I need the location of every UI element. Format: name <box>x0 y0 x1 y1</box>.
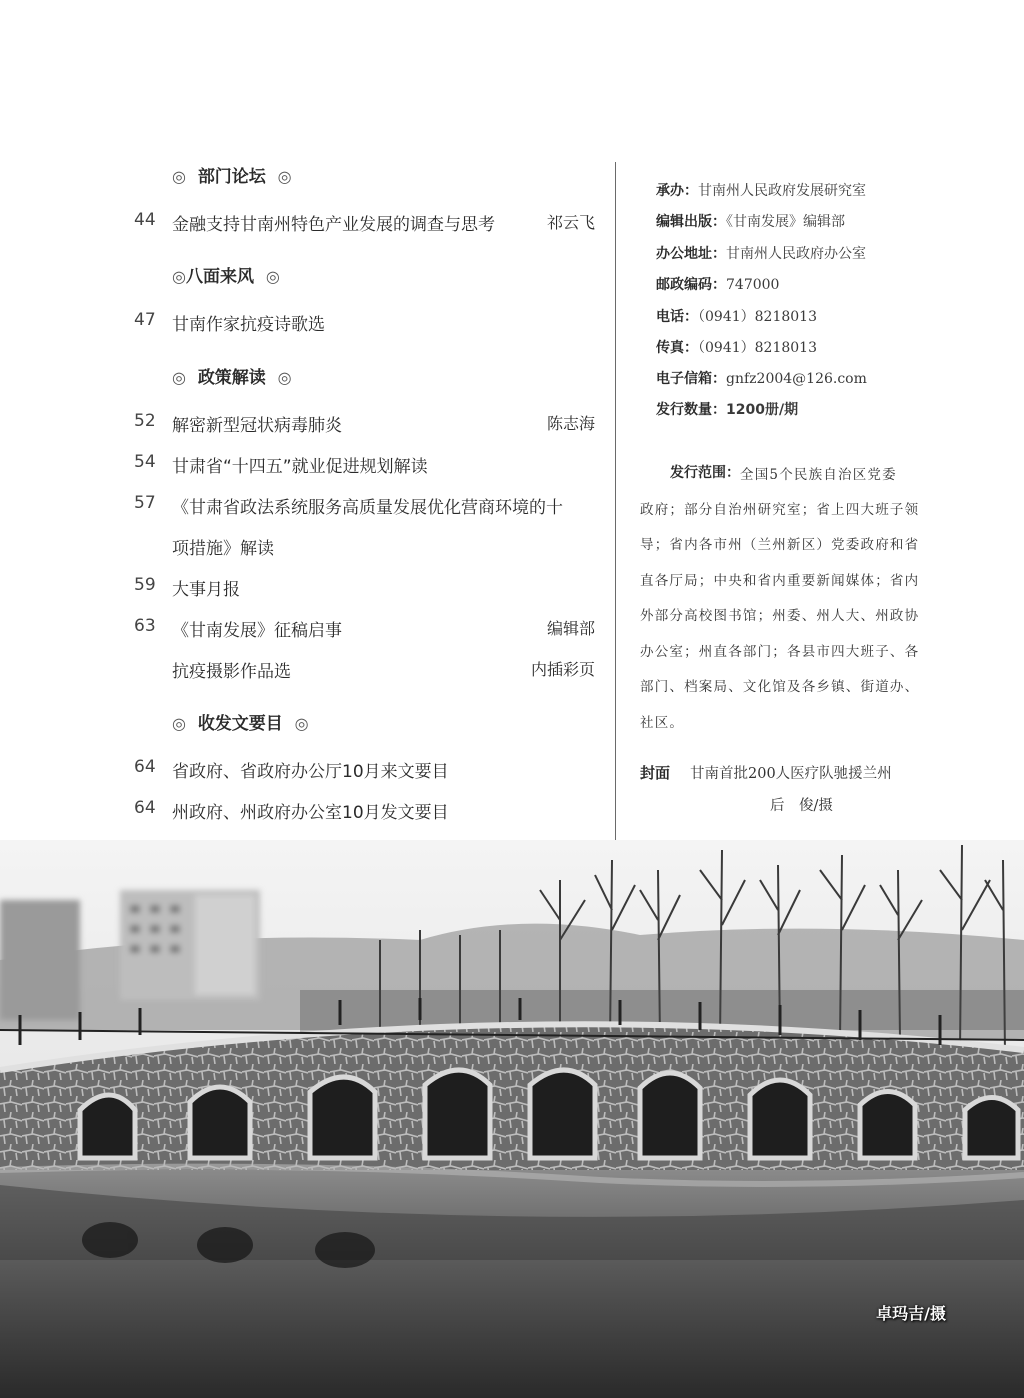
masthead-item <box>656 243 866 263</box>
toc-title: 金融支持甘南州特色产业发展的调查与思考 <box>172 215 495 235</box>
cover-caption: 甘南首批200人医疗队驰援兰州 <box>690 766 892 782</box>
toc-entry[interactable] <box>0 757 600 781</box>
toc-entry[interactable] <box>0 575 600 599</box>
section-header <box>172 262 280 287</box>
toc-entry[interactable] <box>0 616 600 640</box>
masthead <box>620 0 1024 840</box>
section-marker: ◎ <box>265 267 280 286</box>
toc-entry-continuation[interactable] <box>0 534 600 558</box>
section-title: 部门论坛 <box>197 167 266 187</box>
masthead-value: 甘南州人民政府发展研究室 <box>698 183 866 199</box>
toc-page-number: 59 <box>134 575 156 595</box>
toc-title: 大事月报 <box>172 580 240 600</box>
toc-title: 甘肃省“十四五”就业促进规划解读 <box>172 457 428 477</box>
masthead-label: 电话： <box>656 309 698 325</box>
toc-entry[interactable] <box>0 210 600 234</box>
toc-title: 抗疫摄影作品选 <box>172 662 291 682</box>
toc-page-number: 63 <box>134 616 156 636</box>
toc-page-number: 64 <box>134 757 156 777</box>
toc-entry[interactable] <box>0 452 600 476</box>
masthead-item <box>656 368 867 388</box>
section-marker: ◎ <box>172 267 186 286</box>
masthead-label: 编辑出版： <box>656 214 726 230</box>
column-divider <box>615 162 616 840</box>
masthead-label: 邮政编码： <box>656 277 726 293</box>
bridge-photo-image <box>0 840 1024 1398</box>
section-marker: ◎ <box>294 714 309 733</box>
masthead-value: 《甘南发展》编辑部 <box>726 214 845 230</box>
masthead-item <box>656 274 779 294</box>
masthead-item <box>656 211 845 231</box>
masthead-item <box>656 306 817 326</box>
section-title: 政策解读 <box>197 368 266 388</box>
masthead-value: （0941）8218013 <box>698 340 817 356</box>
section-title: 收发文要目 <box>197 714 283 734</box>
toc-entry[interactable] <box>0 798 600 822</box>
section-marker: ◎ <box>172 368 186 387</box>
toc-page-number: 57 <box>134 493 156 513</box>
section-header <box>172 162 292 187</box>
section-marker: ◎ <box>277 368 292 387</box>
masthead-value: 747000 <box>726 277 780 293</box>
masthead-value: 1200册/期 <box>726 402 799 418</box>
cover-label: 封面 <box>640 764 671 782</box>
toc-author: 内插彩页 <box>530 660 595 679</box>
circulation-label: 发行范围： <box>670 465 740 481</box>
circulation-line: 部门、档案局、文化馆及各乡镇、街道办、 <box>640 679 920 695</box>
toc-title: 《甘南发展》征稿启事 <box>172 621 342 641</box>
section-marker: ◎ <box>172 714 186 733</box>
masthead-label: 承办： <box>656 183 698 199</box>
circulation-line: 政府；部分自治州研究室；省上四大班子领 <box>640 502 920 518</box>
toc-title: 省政府、省政府办公厅10月来文要目 <box>172 762 449 782</box>
masthead-value: （0941）8218013 <box>698 309 817 325</box>
section-title: 八面来风 <box>185 267 254 287</box>
toc-author: 编辑部 <box>546 619 595 638</box>
masthead-item <box>656 337 817 357</box>
section-marker: ◎ <box>172 167 186 186</box>
toc-author: 祁云飞 <box>546 213 595 232</box>
table-of-contents <box>0 0 610 840</box>
toc-entry[interactable] <box>0 411 600 435</box>
masthead-label: 传真： <box>656 340 698 356</box>
photo-credit: 卓玛吉/摄 <box>876 1304 946 1323</box>
toc-entry[interactable] <box>0 657 600 681</box>
toc-title: 州政府、州政府办公室10月发文要目 <box>172 803 449 823</box>
circulation-line: 导；省内各市州（兰州新区）党委政府和省 <box>640 537 920 553</box>
toc-page-number: 54 <box>134 452 156 472</box>
toc-page-number: 44 <box>134 210 156 230</box>
masthead-value: 甘南州人民政府办公室 <box>726 246 866 262</box>
masthead-label: 办公地址： <box>656 246 726 262</box>
bridge-photo <box>0 840 1024 1398</box>
masthead-item <box>656 399 798 419</box>
masthead-label: 发行数量： <box>656 402 726 418</box>
cover-credit: 后 俊/摄 <box>770 798 833 814</box>
toc-author: 陈志海 <box>546 414 595 433</box>
toc-title-continuation: 项措施》解读 <box>172 539 274 559</box>
masthead-label: 电子信箱： <box>656 371 726 387</box>
toc-entry[interactable] <box>0 493 600 517</box>
toc-page-number: 52 <box>134 411 156 431</box>
toc-title: 甘南作家抗疫诗歌选 <box>172 315 325 335</box>
toc-page-number: 64 <box>134 798 156 818</box>
toc-title: 《甘肃省政法系统服务高质量发展优化营商环境的十 <box>172 498 563 518</box>
circulation-line: 办公室；州直各部门；各县市四大班子、各 <box>640 644 920 660</box>
masthead-item <box>656 180 866 200</box>
circulation-line: 全国5个民族自治区党委 <box>740 467 897 483</box>
toc-title: 解密新型冠状病毒肺炎 <box>172 416 342 436</box>
section-header <box>172 709 309 734</box>
circulation-line: 社区。 <box>640 715 685 731</box>
toc-entry[interactable] <box>0 310 600 334</box>
masthead-value: gnfz2004@126.com <box>726 371 867 387</box>
circulation-line: 直各厅局；中央和省内重要新闻媒体；省内 <box>640 573 920 589</box>
circulation-line: 外部分高校图书馆；州委、州人大、州政协 <box>640 608 920 624</box>
section-header <box>172 363 292 388</box>
toc-page-number: 47 <box>134 310 156 330</box>
section-marker: ◎ <box>277 167 292 186</box>
